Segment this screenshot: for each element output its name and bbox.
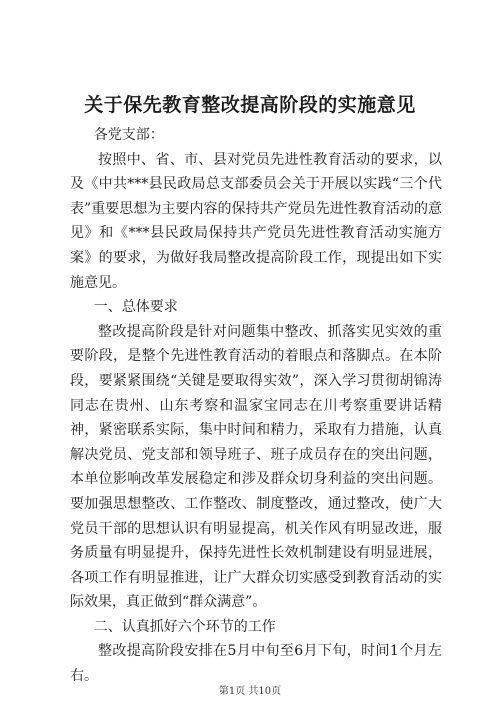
section-heading-general-requirements: 一、总体要求 <box>93 299 178 316</box>
schedule-paragraph: 整改提高阶段安排在5月中旬至6月下旬，时间1个月左右。 <box>70 643 442 685</box>
page-number-footer: 第1页 共10页 <box>218 686 282 697</box>
document-body <box>70 123 442 689</box>
salutation: 各党支部： <box>93 127 164 143</box>
document-title: 关于保先教育整改提高阶段的实施意见 <box>84 94 416 116</box>
section-heading-six-links: 二、认真抓好六个环节的工作 <box>93 618 276 635</box>
intro-paragraph: 按照中、省、市、县对党员先进性教育活动的要求，以及《中共***县民政局总支部委员会关于开展以实践“三个代表”重要思想为主要内容的保持共产党员先进性教育活动的意见》和《***县民政局保持共产党员先进性教育活动实施方案》的要求，为做好我局整改提高阶段工作，现提出如下实施意见。 <box>70 151 442 291</box>
general-requirements-paragraph: 整改提高阶段是针对问题集中整改、抓落实见实效的重要阶段，是整个先进性教育活动的着眼点和落脚点。在本阶段，要紧紧围绕“关键是要取得实效”，深入学习贯彻胡锦涛同志在贵州、山东考察和温家宝同志在川考察重要讲话精神，紧密联系实际，集中时间和精力，采取有力措施，认真解决党员、党支部和领导班子、班子成员存在的突出问题，本单位影响改革发展稳定和涉及群众切身利益的突出问题。要加强思想整改、工作整改、制度整改，通过整改，使广大党员干部的思想认识有明显提高，机关作风有明显改进，服务质量有明显提升，保持先进性长效机制建设有明显进展，各项工作有明显推进，让广大群众切实感受到教育活动的实际效果，真正做到“群众满意”。 <box>70 323 442 611</box>
